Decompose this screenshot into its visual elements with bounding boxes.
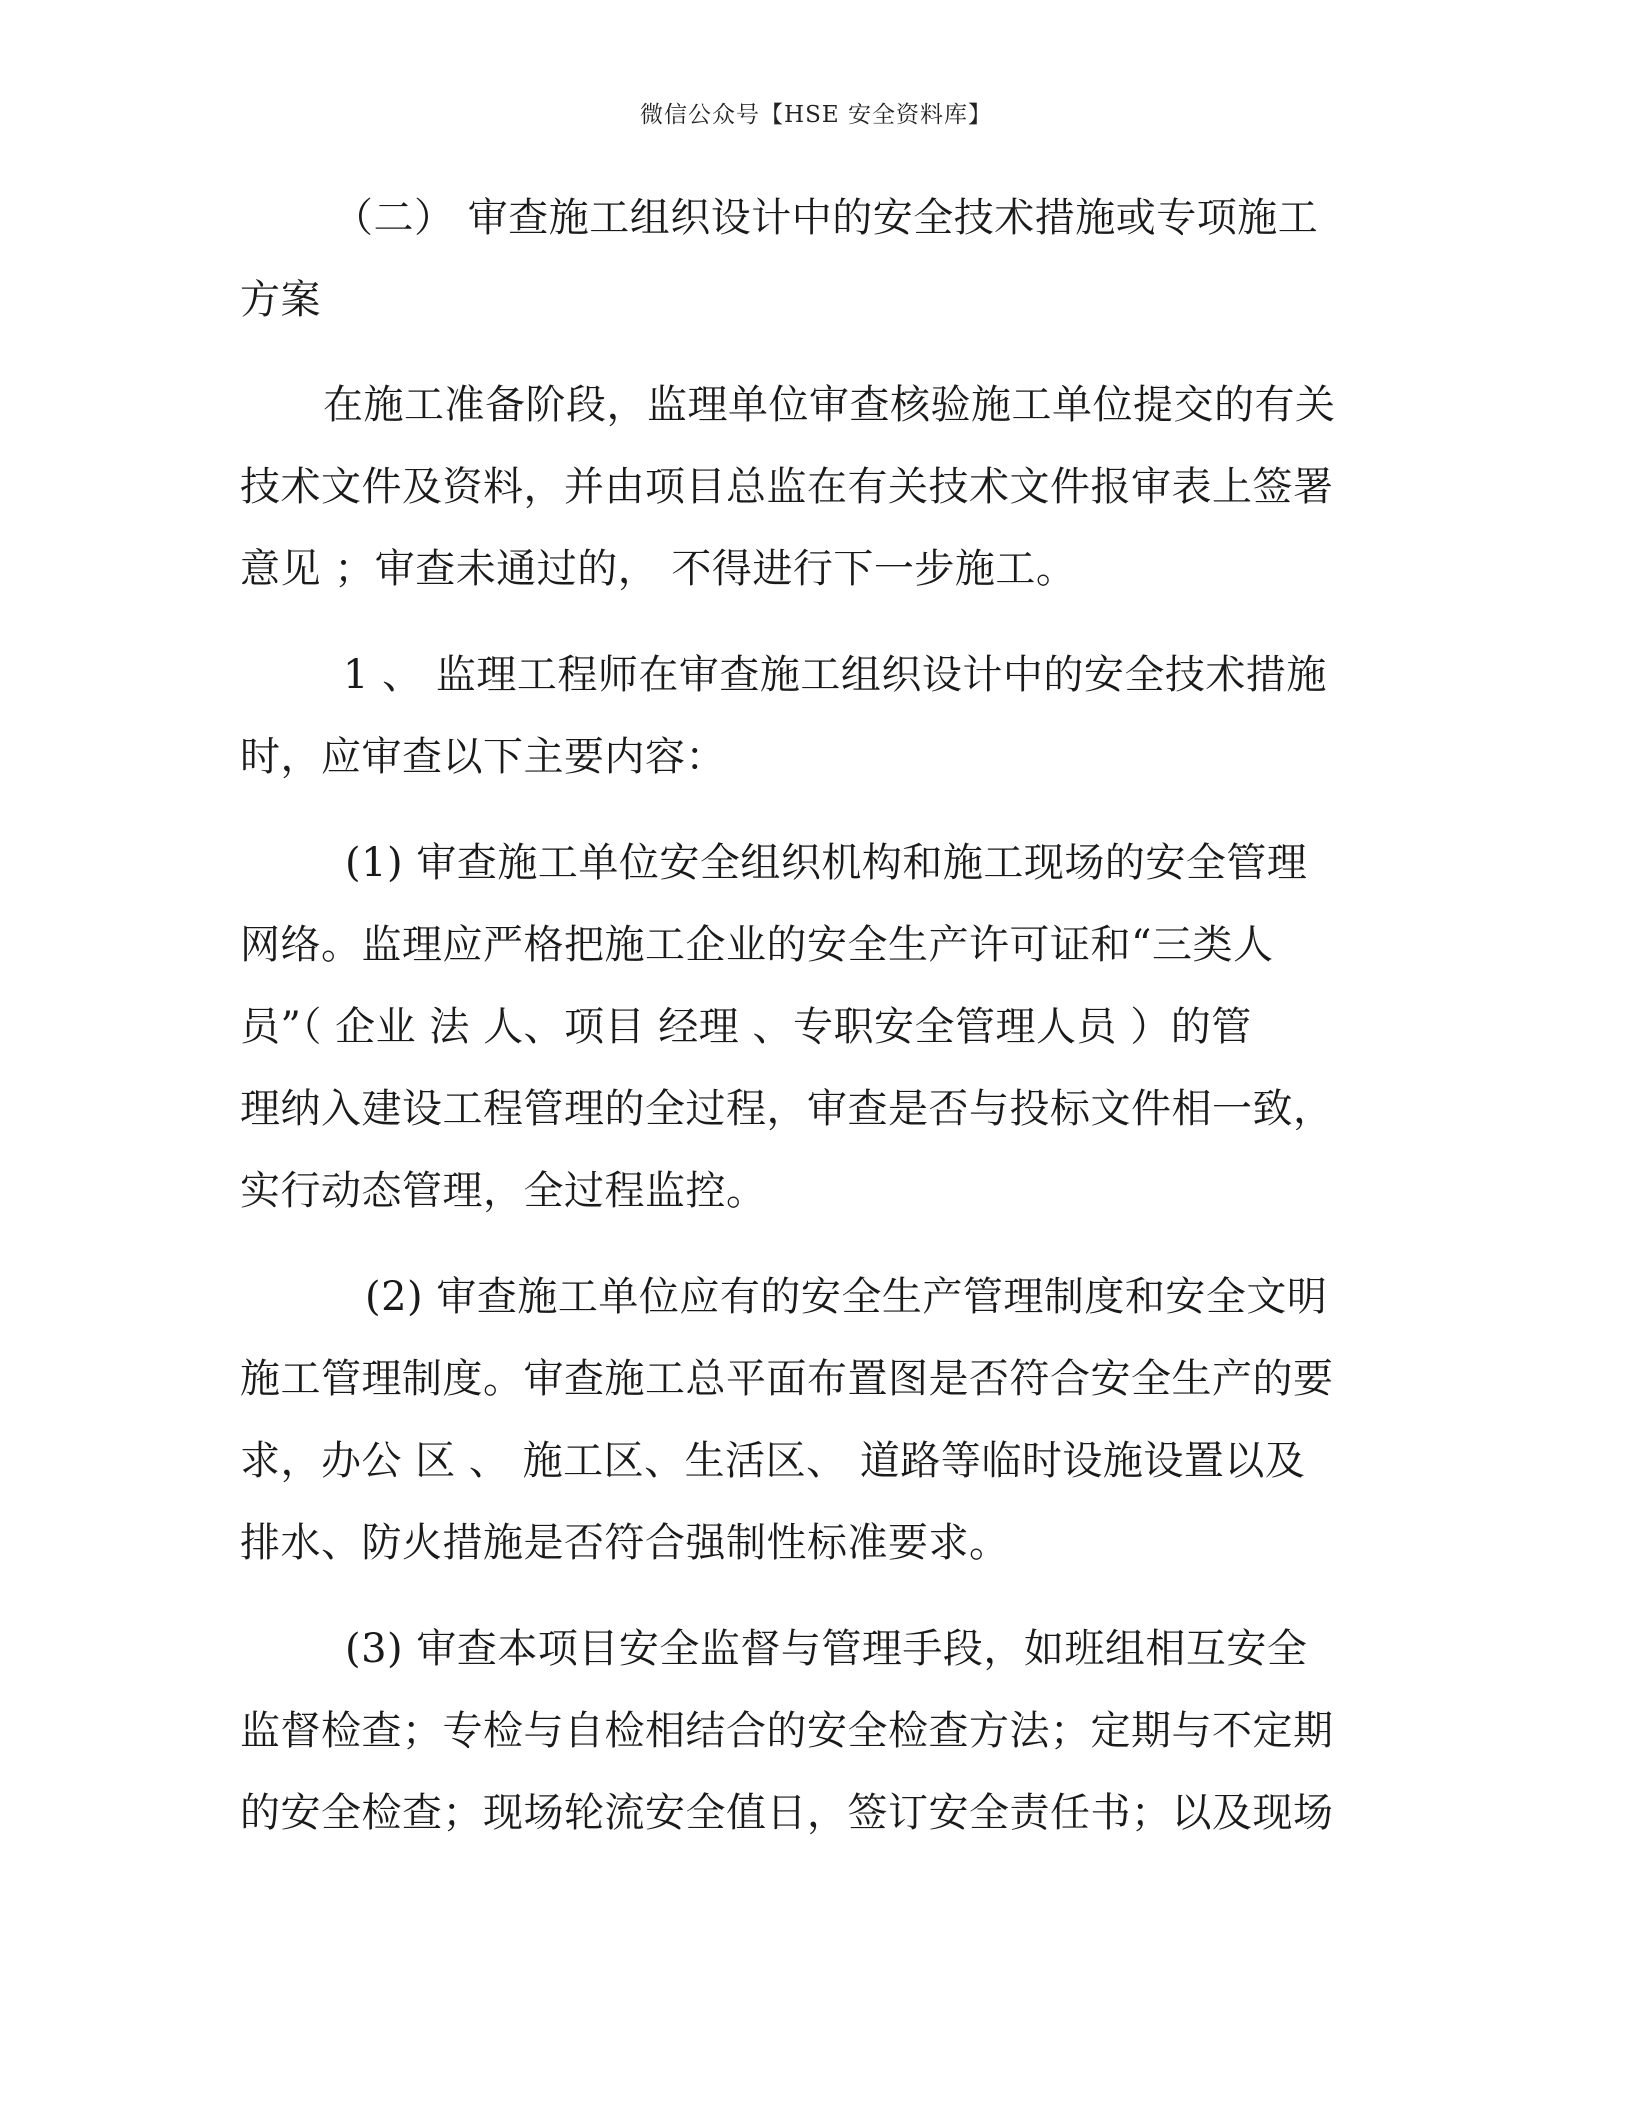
subitem-1-line-4: 理纳入建设工程管理的全过程，审查是否与投标文件相一致， [240,1086,1334,1132]
page-header: 微信公众号【HSE 安全资料库】 [640,102,992,128]
item-1-line-1: 1 、 监理工程师在审查施工组织设计中的安全技术措施 [343,652,1327,698]
subitem-1-line-1: (1) 审查施工单位安全组织机构和施工现场的安全管理 [345,840,1308,886]
item-1-line-2: 时，应审查以下主要内容： [240,734,726,780]
paragraph-1-line-3: 意见 ；审查未通过的， 不得进行下一步施工。 [240,546,1077,592]
subitem-3-line-2: 监督检查；专检与自检相结合的安全检查方法；定期与不定期 [240,1708,1334,1754]
subitem-2-line-3: 求，办公 区 、 施工区、生活区、 道路等临时设施设置以及 [240,1438,1306,1484]
subitem-3-line-1: (3) 审查本项目安全监督与管理手段，如班组相互安全 [345,1626,1308,1672]
subitem-3-line-3: 的安全检查；现场轮流安全值日，签订安全责任书；以及现场 [240,1790,1334,1836]
subitem-2-line-2: 施工管理制度。审查施工总平面布置图是否符合安全生产的要 [240,1356,1334,1402]
paragraph-1-line-2: 技术文件及资料，并由项目总监在有关技术文件报审表上签署 [240,464,1334,510]
subitem-2-line-4: 排水、防火措施是否符合强制性标准要求。 [240,1520,1010,1566]
section-heading-line-1: （二） 审查施工组织设计中的安全技术措施或专项施工 [333,195,1319,241]
subitem-1-line-5: 实行动态管理，全过程监控。 [240,1168,767,1214]
paragraph-1-line-1: 在施工准备阶段，监理单位审查核验施工单位提交的有关 [323,382,1336,428]
subitem-2-line-1: (2) 审查施工单位应有的安全生产管理制度和安全文明 [365,1274,1328,1320]
subitem-1-line-2: 网络。监理应严格把施工企业的安全生产许可证和“三类人 [240,922,1274,968]
subitem-1-line-3: 员”（ 企业 法 人、项目 经理 、专职安全管理人员 ）的管 [240,1004,1252,1050]
section-heading-line-2: 方案 [240,277,321,323]
